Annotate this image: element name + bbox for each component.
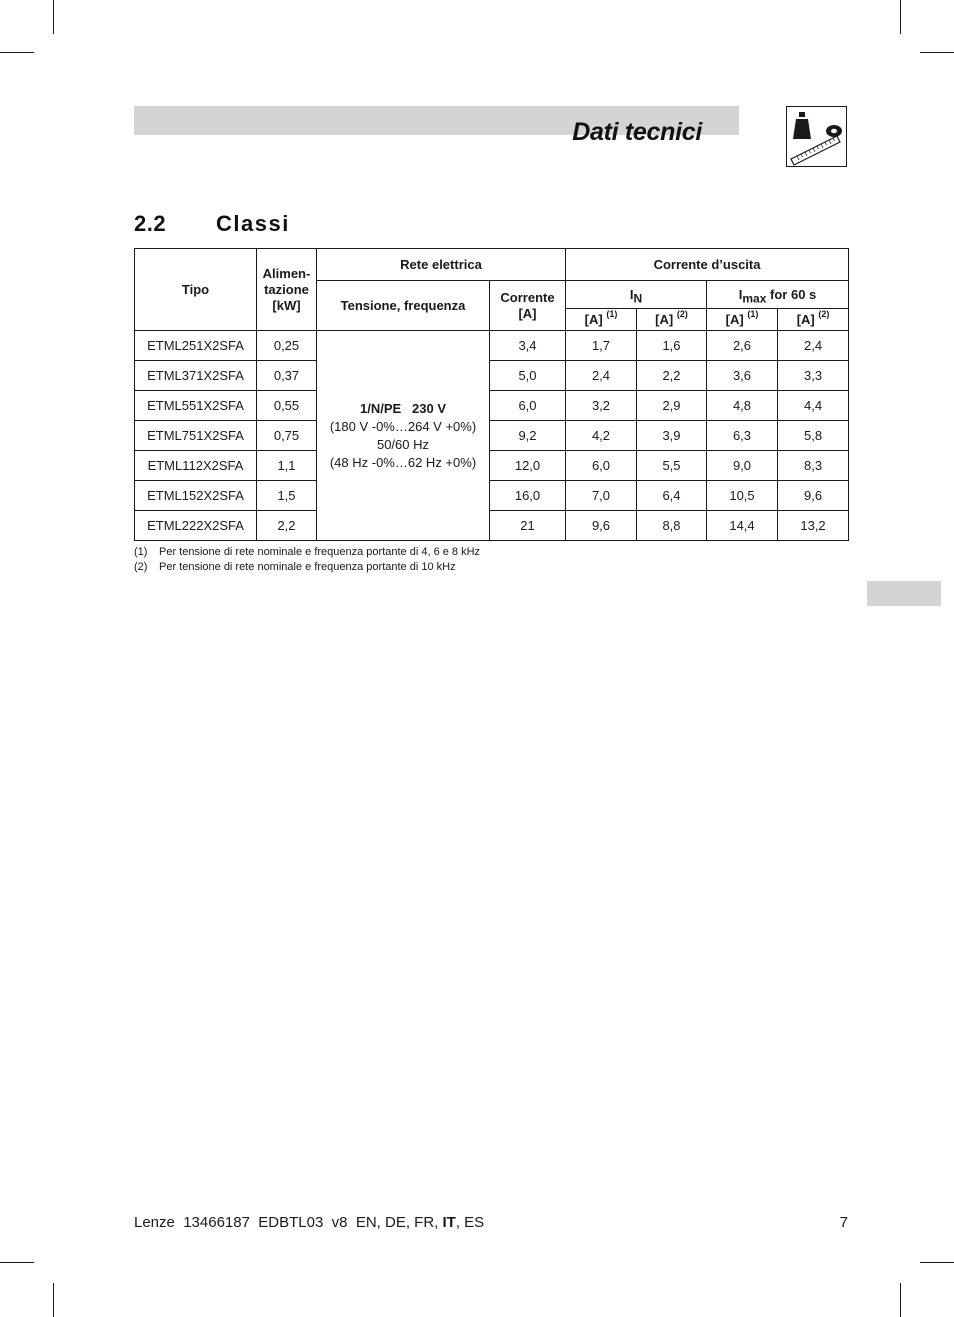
cell-in-2: 1,6 [637,331,707,361]
cell-tipo: ETML251X2SFA [135,331,257,361]
crop-mark [0,52,34,53]
table-row [135,331,849,361]
cell-imax-1: 3,6 [707,361,778,391]
cell-kw: 0,25 [257,331,317,361]
header-in: $I_N$ [566,281,707,309]
header-unit-in-1: [A] $^{(1)}$ [566,309,637,331]
cell-in-1: 4,2 [566,421,637,451]
cell-imax-2: 3,3 [778,361,849,391]
crop-mark [900,1283,901,1317]
cell-in-1: 6,0 [566,451,637,481]
header-rete-elettrica: Rete elettrica [317,249,566,281]
header-unit-imax-1: [A] $^{(1)}$ [707,309,778,331]
cell-imax-1: 6,3 [707,421,778,451]
cell-imax-2: 8,3 [778,451,849,481]
cell-imax-1: 14,4 [707,511,778,541]
cell-tipo: ETML371X2SFA [135,361,257,391]
section-title: Classi [216,211,290,236]
cell-kw: 1,1 [257,451,317,481]
cell-in-2: 2,9 [637,391,707,421]
page-number: 7 [839,1214,848,1231]
cell-imax-2: 5,8 [778,421,849,451]
page-title: Dati tecnici [572,118,702,146]
cell-corrente: 12,0 [490,451,566,481]
footnote: (2) Per tensione di rete nominale e frequenza portante di 10 kHz [134,561,456,573]
table-row [135,511,849,541]
cell-in-1: 2,4 [566,361,637,391]
cell-tipo: ETML152X2SFA [135,481,257,511]
cell-kw: 2,2 [257,511,317,541]
cell-corrente: 16,0 [490,481,566,511]
crop-mark [0,1262,34,1263]
cell-rete-elettrica: 1/N/PE 230 V (180 V -0%…264 V +0%) 50/60 Hz (48 Hz -0%…62 Hz +0%) [317,331,490,541]
section-number: 2.2 [134,211,167,236]
footnotes [134,545,480,575]
table-row [135,421,849,451]
header-unit-in-2: [A] $^{(2)}$ [637,309,707,331]
header-tipo: Tipo [135,249,257,331]
cell-in-1: 1,7 [566,331,637,361]
header-corrente-uscita: Corrente d’uscita [566,249,849,281]
cell-in-1: 3,2 [566,391,637,421]
cell-kw: 0,75 [257,421,317,451]
crop-mark [920,1262,954,1263]
footnote: (1) Per tensione di rete nominale e frequenza portante di 4, 6 e 8 kHz [134,546,481,558]
cell-in-2: 6,4 [637,481,707,511]
cell-in-2: 8,8 [637,511,707,541]
crop-mark [920,52,954,53]
crop-mark [53,1283,54,1317]
header-unit-imax-2: [A] $^{(2)}$ [778,309,849,331]
cell-imax-1: 10,5 [707,481,778,511]
cell-kw: 1,5 [257,481,317,511]
cell-in-1: 7,0 [566,481,637,511]
cell-tipo: ETML551X2SFA [135,391,257,421]
cell-imax-2: 4,4 [778,391,849,421]
crop-mark [900,0,901,34]
cell-tipo: ETML751X2SFA [135,421,257,451]
cell-tipo: ETML222X2SFA [135,511,257,541]
header-tensione-frequenza: Tensione, frequenza [317,281,490,331]
cell-imax-1: 4,8 [707,391,778,421]
table-row [135,451,849,481]
header-alimentazione: Alimen- tazione [kW] [257,249,317,331]
cell-kw: 0,55 [257,391,317,421]
cell-imax-1: 9,0 [707,451,778,481]
cell-in-2: 5,5 [637,451,707,481]
cell-corrente: 9,2 [490,421,566,451]
weight-and-ruler-icon [786,106,847,167]
cell-corrente: 6,0 [490,391,566,421]
language-side-tab [867,581,941,606]
cell-imax-2: 2,4 [778,331,849,361]
cell-in-2: 2,2 [637,361,707,391]
section-heading [134,211,290,237]
cell-corrente: 3,4 [490,331,566,361]
header-corrente: Corrente [A] [490,281,566,331]
cell-kw: 0,37 [257,361,317,391]
classes-table [134,248,849,541]
cell-corrente: 21 [490,511,566,541]
cell-imax-2: 9,6 [778,481,849,511]
header-imax: $I_{max}$ for 60 s [707,281,849,309]
cell-imax-2: 13,2 [778,511,849,541]
cell-tipo: ETML112X2SFA [135,451,257,481]
table-row [135,361,849,391]
crop-mark [53,0,54,34]
footer-document-info: Lenze 13466187 EDBTL03 v8 EN, DE, FR, IT, ES [134,1214,485,1231]
table-row [135,481,849,511]
cell-in-1: 9,6 [566,511,637,541]
table-row [135,391,849,421]
cell-imax-1: 2,6 [707,331,778,361]
cell-corrente: 5,0 [490,361,566,391]
cell-in-2: 3,9 [637,421,707,451]
